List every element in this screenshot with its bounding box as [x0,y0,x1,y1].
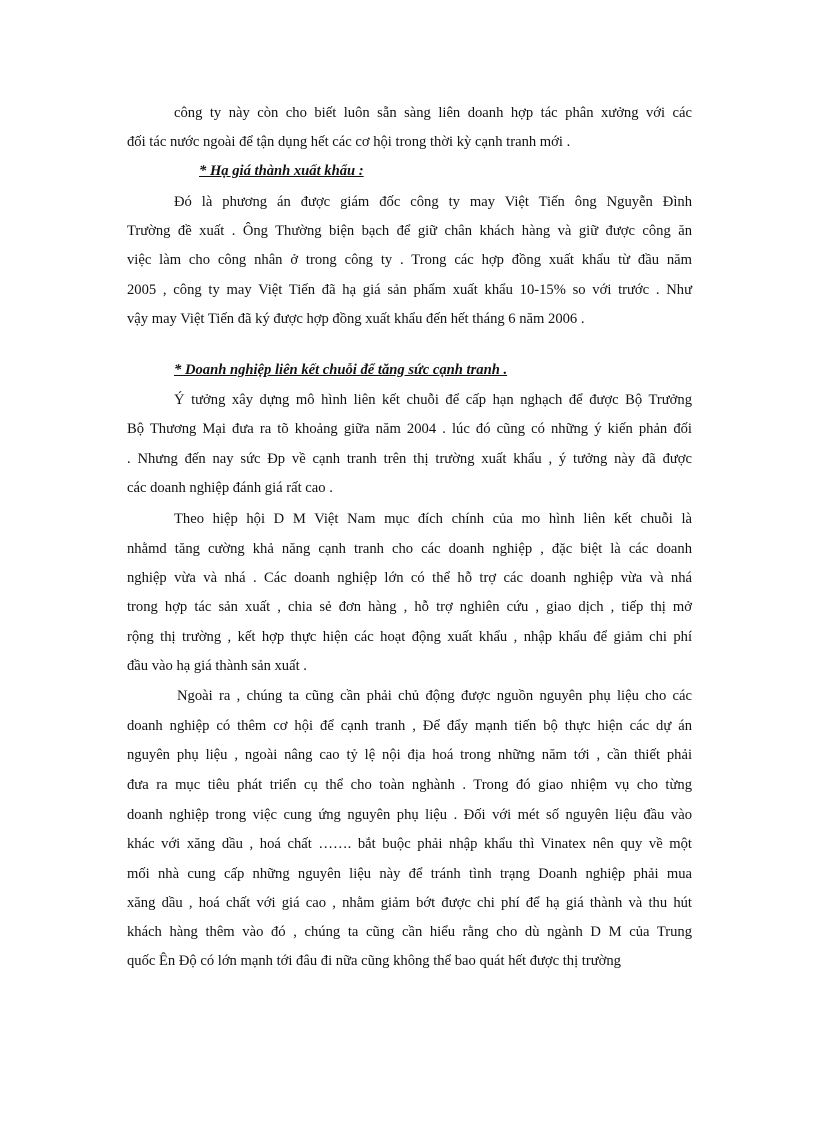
para5-line-10: quốc Ên Độ có lớn mạnh tới đâu đi nữa cũng không thể bao quát hết được thị trường [127,953,621,969]
para4-line-2: nhằmd tăng cường khả năng cạnh tranh cho các doanh nghiệp , đặc biệt là các doanh [127,541,692,557]
para1-line-2: đối tác nước ngoài để tận dụng hết các cơ hội trong thời kỳ cạnh tranh mới . [127,134,571,150]
para3-line-4: các doanh nghiệp đánh giá rất cao . [127,480,333,496]
para5-line-5: doanh nghiệp trong việc cung ứng nguyên phụ liệu . Đối với mét số nguyên liệu đầu vào [127,807,692,823]
para5-line-9: khách hàng thêm vào đó , chúng ta cũng cần hiểu rằng cho dù ngành D M của Trung [127,924,692,940]
para1-line-1: công ty này còn cho biết luôn sẵn sàng liên doanh hợp tác phân xưởng với các [174,105,692,121]
para4-line-4: trong hợp tác sản xuất , chia sẻ đơn hàng , hỗ trợ nghiên cứu , giao dịch , tiếp thị mở [127,599,692,615]
para3-line-1: Ý tưởng xây dựng mô hình liên kết chuỗi để cấp hạn nghạch để được Bộ Trưởng [174,392,692,408]
para2-line-3: việc làm cho công nhân ở trong công ty . Trong các hợp đồng xuất khẩu từ đầu năm [127,252,692,268]
para4-line-6: đầu vào hạ giá thành sản xuất . [127,658,307,674]
para4-line-3: nghiệp vừa và nhá . Các doanh nghiệp lớn có thể hỗ trợ các doanh nghiệp vừa và nhá [127,570,692,586]
section-heading-export-price: * Hạ giá thành xuất khẩu : [199,163,364,179]
para5-line-3: nguyên phụ liệu , ngoài nâng cao tỷ lệ nội địa hoá trong những năm tới , cần thiết phải [127,747,692,763]
para5-line-7: mối nhà cung cấp những nguyên liệu này để tránh tình trạng Doanh nghiệp phải mua [127,866,692,882]
section-heading-chain-linking: * Doanh nghiệp liên kết chuỗi để tăng sức cạnh tranh . [174,362,508,378]
para5-line-1: Ngoài ra , chúng ta cũng cần phải chủ động được nguồn nguyên phụ liệu cho các [177,688,692,704]
para3-line-3: . Nhưng đến nay sức Đp về cạnh tranh trên thị trường xuất khẩu , ý tưởng này đã được [127,451,692,467]
para2-line-4: 2005 , công ty may Việt Tiến đã hạ giá sản phẩm xuất khẩu 10-15% so với trước . Như [127,282,692,298]
para2-line-5: vậy may Việt Tiến đã ký được hợp đồng xuất khẩu đến hết tháng 6 năm 2006 . [127,311,585,327]
para2-line-2: Trường đề xuất . Ông Thường biện bạch để giữ chân khách hàng và giữ được công ăn [127,223,692,239]
para5-line-2: doanh nghiệp có thêm cơ hội để cạnh tranh , Để đẩy mạnh tiến bộ thực hiện các dự án [127,718,692,734]
para5-line-6: khác với xăng dầu , hoá chất ……. bắt buộc phải nhập khẩu thì Vinatex nên quy về một [127,836,692,852]
para4-line-1: Theo hiệp hội D M Việt Nam mục đích chính của mo hình liên kết chuỗi là [174,511,692,527]
para2-line-1: Đó là phương án được giám đốc công ty may Việt Tiến ông Nguyễn Đình [174,194,692,210]
para4-line-5: rộng thị trường , kết hợp thực hiện các hoạt động xuất khẩu , nhập khẩu để giảm chi phí [127,629,692,645]
para5-line-8: xăng dầu , hoá chất với giá cao , nhằm giảm bớt được chi phí để hạ giá thành và thu hút [127,895,692,911]
para5-line-4: đưa ra mục tiêu phát triển cụ thể cho toàn nghành . Trong đó giao nhiệm vụ cho từng [127,777,692,793]
para3-line-2: Bộ Thương Mại đưa ra tõ khoảng giữa năm 2004 . lúc đó cũng có những ý kiến phản đối [127,421,692,437]
